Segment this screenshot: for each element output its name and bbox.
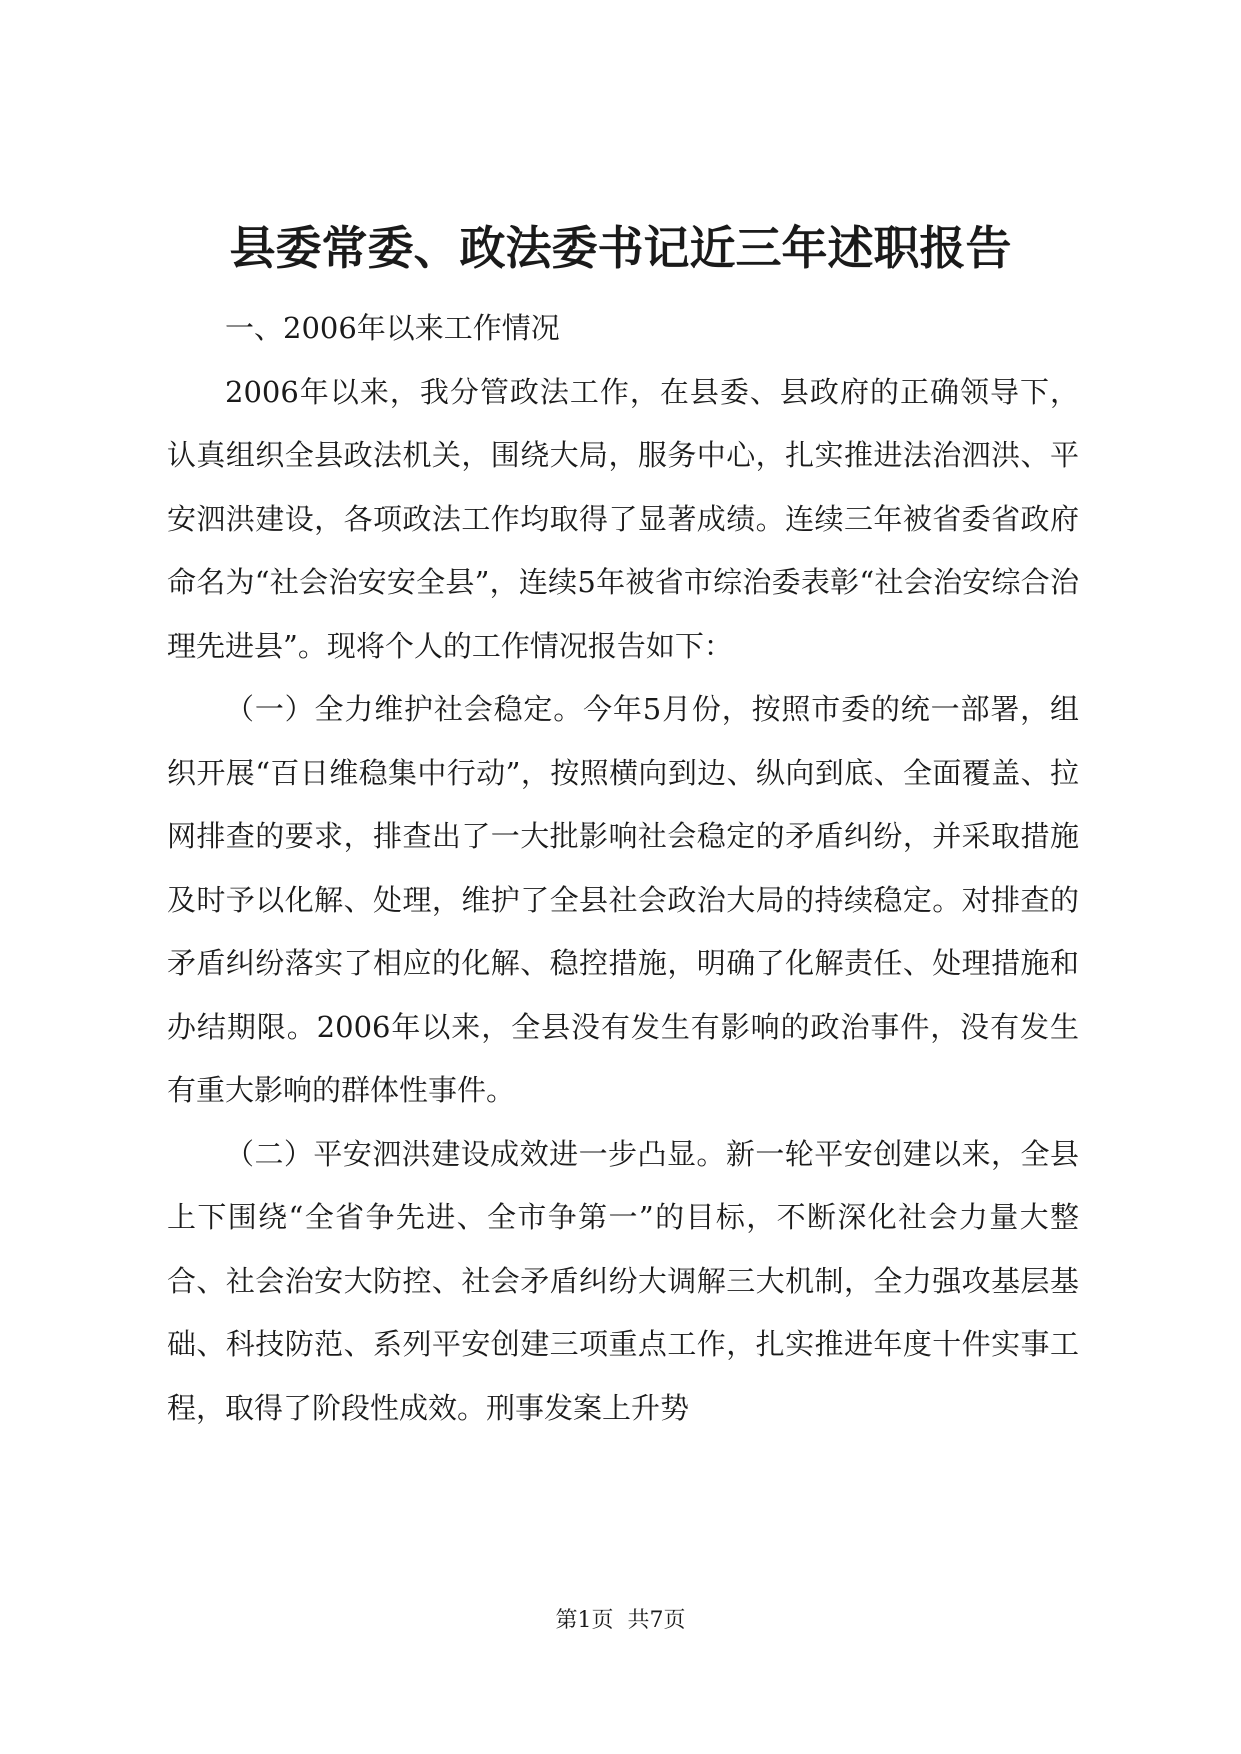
page-footer <box>0 1606 1241 1636</box>
page-number: 第1页 共7页 <box>555 1608 686 1633</box>
paragraph-stability: （一）全力维护社会稳定。今年5月份，按照市委的统一部署，组织开展“百日维稳集中行动”，按照横向到边、纵向到底、全面覆盖、拉网排查的要求，排查出了一大批影响社会稳定的矛盾纠纷，并采取措施及时予以化解、处理，维护了全县社会政治大局的持续稳定。对排查的矛盾纠纷落实了相应的化解、稳控措施，明确了化解责任、处理措施和办结期限。2006年以来，全县没有发生有影响的政治事件，没有发生有重大影响的群体性事件。 <box>167 692 1079 1107</box>
paragraph-safety: （二）平安泗洪建设成效进一步凸显。新一轮平安创建以来，全县上下围绕“全省争先进、全市争第一”的目标，不断深化社会力量大整合、社会治安大防控、社会矛盾纠纷大调解三大机制，全力强攻基层基础、科技防范、系列平安创建三项重点工作，扎实推进年度十件实事工程，取得了阶段性成效。刑事发案上升势 <box>167 1136 1079 1425</box>
section-heading: 一、2006年以来工作情况 <box>225 311 560 345</box>
document-body <box>167 297 1079 1440</box>
paragraph-intro: 2006年以来，我分管政法工作，在县委、县政府的正确领导下，认真组织全县政法机关，围绕大局，服务中心，扎实推进法治泗洪、平安泗洪建设，各项政法工作均取得了显著成绩。连续三年被省委省政府命名为“社会治安安全县”，连续5年被省市综治委表彰“社会治安综合治理先进县”。现将个人的工作情况报告如下： <box>167 374 1079 663</box>
document-title: 县委常委、政法委书记近三年述职报告 <box>229 221 1012 275</box>
